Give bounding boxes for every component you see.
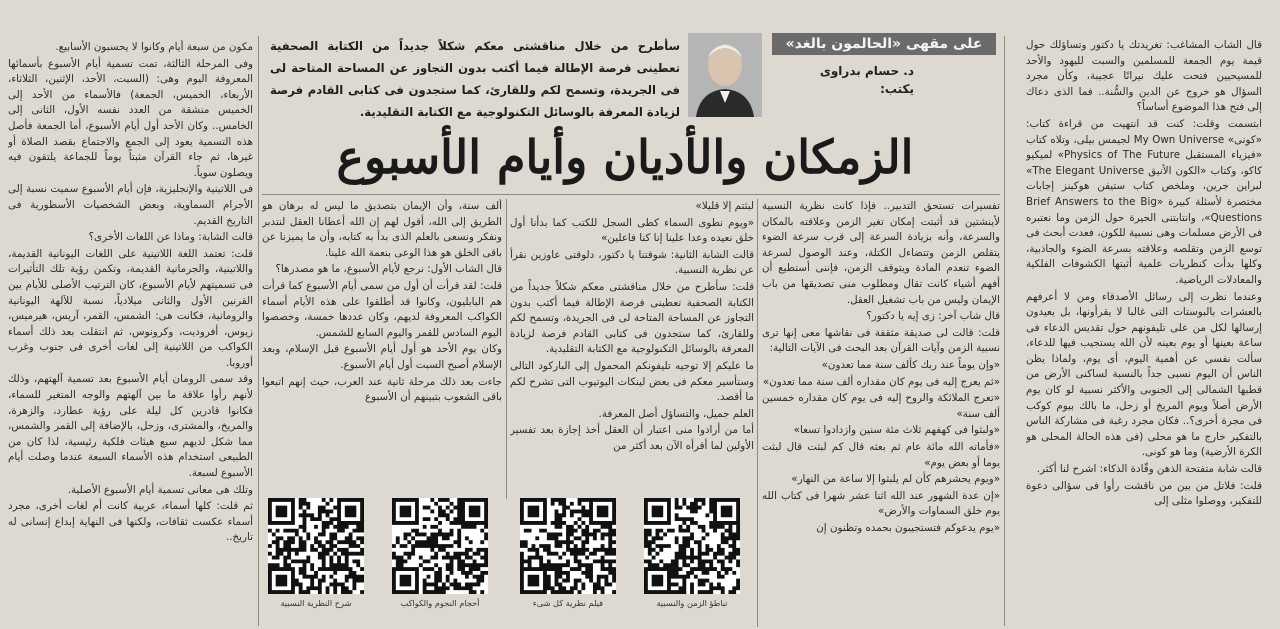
paragraph: قلت: تعتمد اللغة اللاتينية على اللغات اليونانية القديمة، واللاتينية، والجرمانية القديمة، وتكمن رؤية تلك التأثيرات فى تسميتهم لأيام الأسبوع، كان الترتيب الأصلى للأيام بين القرنين الأول والثانى ميلادياً، نسبة للآلهة اليونانية والرومانية، فكانت هى: الشمس، القمر، آريس، هيرميس، زيوس، أفروديت، وكرونوس، ثم انتقلت بعد ذلك أسماء الكواكب من اللاتينية إلى لغات أخرى فى جنوب وغرب أوروبا. [8, 247, 253, 369]
article-column-left [8, 40, 253, 629]
author-byline [774, 62, 914, 98]
article-body-column-1 [762, 199, 1000, 629]
paragraph: وكان يوم الأحد هو أول أيام الأسبوع قبل الإسلام، وبعد الإسلام أصبح السبت أول أيام الأسبوع. [262, 343, 502, 371]
paragraph: قال الشاب المشاغب: تغريدتك يا دكتور وتساؤلك حول قيمة يوم الجمعة للمسلمين والسبت لليهود والأحد للمسيحيين فتحت عليك نيرانًا عجيبة، وكأن مجرد السؤال هو خروج عن الدين والسُّنة.. فما الذى دعاك إلى فتح هذا الموضوع أساساً؟ [1026, 39, 1262, 114]
article-body-column-3 [262, 199, 502, 499]
paragraph: قلت: فلاتل من بين من ناقشت رأوا فى سؤالى دعوة للتفكير، ووصلوا مثلى إلى [1026, 479, 1262, 508]
paragraph: ألف سنة، وأن الإيمان بتصديق ما ليس له برهان هو الطريق إلى الله، أقول لهم إن الله أعطانا العقل لنتدبر ونفكر ونسعى بالعلم الذى بدأ به كتابه، وأن ما يميزنا عن باقى الخلق هو هذا الوعى بنعمة الله علينا. [262, 200, 502, 259]
paragraph: أما من أرادوا منى اعتبار أن العقل أخذ إجازة بعد تفسير الأولين لما أقرأه الآن بعد أكثر من [510, 424, 754, 452]
paragraph: وتلك هى معانى تسمية أيام الأسبوع الأصلية. [67, 483, 253, 496]
paragraph: مكون من سبعة أيام وكانوا لا يحسبون الأسابيع. [55, 41, 253, 53]
paragraph: ابتسمت وقلت: كنت قد انتهيت من قراءة كتاب: «كونى» My Own Universe لجيمس بيلى، وتلاه كتاب «فيزياء المستقبل Physics of The Future» لميكيو كاكو، وكتاب «الكون الأنيق The Elegant Universe» لبراين جرين، وملخص كتاب ستيفن هوكينز إجابات مختصرة لأسئلة كبيرة «Brief Answers to the Big Questions»، وانتابتنى الحيرة حول الزمن وما نعتبره فى الأرض مسلمات وهى نسبية للكون، فعدت أبحث فى توسع الزمن وتقلصه وعلاقته بسرعة الضوء والجاذبية، وكلها بدأت كنظريات علمية أثبتها الكشوفات الفلكية والمعادلات الرياضية. [1026, 117, 1262, 286]
qr-code[interactable] [644, 498, 740, 594]
series-kicker: على مقهى «الحالمون بالغد» [772, 33, 996, 55]
quote: «ويوم يحشرهم كأن لم يلبثوا إلا ساعة من النهار» [791, 473, 1000, 486]
quote: «وإن يوماً عند ربك كألف سنة مما تعدون» [821, 358, 1000, 371]
qr-code[interactable] [520, 498, 616, 594]
paragraph: ما عليكم إلا توجيه تليفونكم المحمول إلى الباركود التالى وستأسير معكم فى بعض لينكات اليوتيوب التى تشرح لكم ما أقصد. [510, 359, 754, 404]
article-body-column-2 [510, 199, 754, 499]
quote: «ثم يعرج إليه فى يوم كان مقداره ألف سنة مما تعدون» [762, 375, 1000, 388]
paragraph: لبثتم إلا قليلا» [695, 200, 754, 212]
quote: «فأماته الله مائة عام ثم بعثه قال كم لبثت قال لبثت يوما أو بعض يوم» [762, 440, 1000, 469]
paragraph: «ويوم نطوى السماء كطى السجل للكتب كما بدأنا أول خلق نعيده وعدا علينا إنا كنا فاعلين» [510, 216, 754, 245]
paragraph: قالت شابة متفتحة الذهن وقّادة الذكاء: اشرح لنا أكثر. [1036, 463, 1262, 476]
paragraph: وفى المرحلة الثالثة، تمت تسمية أيام الأسبوع بأسمائها المعروفة اليوم وهى: (السبت، الأحد، الإثنين، الثلاثاء، الأربعاء، الخميس، الجمعة) فالأسماء من الأحد إلى الخميس منشقة من العدد نفسه الأول، الثانى إلى الخامس.. وكان الأحد أول أيام الأسبوع، أما الجمعة فأصل هذه التسمية يعود إلى الجمع والاجتماع بقصد الصلاة أو غيرها، ثم جاء القرآن مثبتاً يوماً للجماعة يلتقون فيه ويصلون سوياً. [8, 57, 253, 179]
column-divider [1004, 36, 1005, 626]
paragraph: قلت: سأطرح من خلال مناقشتى معكم شكلاً جديداً من الكتابة الصحفية تعطينى فرصة الإطالة فيما أكتب بدون التجاوز عن المساحة المتاحة لى فى الجريدة، وتسمح لكم وللقارئ، كما ستجدون فى كتابى القادم فرصة لزيادة المعرفة بالوسائل التكنولوجية مع الكتابة التقليدية. [510, 280, 754, 356]
column-divider [757, 199, 758, 627]
paragraph: فى اللاتينية والإنجليزية، فإن أيام الأسبوع سميت نسبة إلى الأجرام السماوية، وبعض الشخصيات الأسطورية فى التاريخ القديم. [8, 183, 253, 227]
article-column-right [1026, 38, 1262, 629]
paragraph: تفسيرات تستحق التدبير.. فإذا كانت نظرية النسبية لأينشتين قد أثبتت إمكان تغير الزمن وعلاقته بالمكان والسرعة، وأنه بزيادة السرعة إلى قرب سرعة الضوء يتقلص الزمن وتتضاءل الكتلة، وعند الوصول لسرعة الضوء تنعدم المادة ويتوقف الزمن، فإننى أستطيع أن أفهم أشياء كانت تقال ومطلوب منى تصديقها من باب الإيمان وليس من باب تشغيل العقل. [762, 200, 1000, 306]
paragraph: وعندما نظرت إلى رسائل الأصدقاء ومن لا أعرفهم بالعشرات بالبوستات التى غالبا لا يقرأونها، بل يعيدون إرسالها لكل من على تليفونهم حول تقديس الدعاء فى ساعة بعينها أو يوم بعينه لأن الله يستجيب فيها للدعاء، سألت نفسى عن أهمية اليوم، أى يوم، ولماذا يظن الناس أن اليوم نسبى جداً بالنسبة لساكنى الأرض من قطبها الشمالى إلى الجنوبى والأكثر نسبية لو كان يوم الأرض أصلاً ويوم المريخ أو زحل، ما بالك بيوم كوكب فى مجرة أخرى؟.. فكان مجرد رغبة فى مشاركة الناس بالتفكير خارج ما هو محلى (فى هذه الحالة المحلى هو الكرة الأرضية) وما هو كونى. [1026, 290, 1262, 459]
author-name: د. حسام بدراوى [819, 64, 914, 78]
quote: «يوم يدعوكم فتستجيبون بحمده وتظنون إن [816, 521, 1000, 534]
column-divider [506, 199, 507, 499]
column-divider [258, 36, 259, 626]
quote: «إن عدة الشهور عند الله اثنا عشر شهرا فى كتاب الله يوم خلق السماوات والأرض» [762, 489, 1000, 518]
paragraph: قلت: لقد قرأت أن أول من سمى أيام الأسبوع كما قرأت هم البابليون، وكانوا قد أطلقوا على هذه الأيام أسماء الكواكب المعروفة لديهم، وكان عددها خمسة، وخصصوا اليوم السادس للقمر واليوم السابع للشمس. [262, 279, 502, 339]
quote: «تعرج الملائكة والروح إليه فى يوم كان مقداره خمسين ألف سنة» [762, 392, 1000, 420]
quote: «ولبثوا فى كهفهم ثلاث مئة سنين وازدادوا تسعا» [793, 424, 1000, 437]
paragraph: العلم جميل، والتساؤل أصل المعرفة. [598, 407, 754, 420]
author-photo [688, 33, 762, 117]
author-label: يكتب: [880, 82, 914, 96]
qr-caption: أحجام النجوم والكواكب [400, 598, 480, 608]
qr-caption: تباطؤ الزمن والنسبية [656, 598, 728, 608]
paragraph: قلت: قالت لى صديقة مثقفة فى نقاشها معى إنها ترى نسبية الزمن وآيات القرآن بعد البحث فى الآيات التالية: [762, 326, 1000, 355]
paragraph: قال الشاب الأول: نرجع لأيام الأسبوع، ما هو مصدرها؟ [275, 263, 502, 276]
article-headline: الزمكان والأديان وأيام الأسبوع [336, 130, 914, 184]
paragraph: وقد سمى الرومان أيام الأسبوع بعد تسمية آلهتهم، وذلك لأنهم رأوا علاقة ما بين آلهتهم والوجه المتغير للسماء، فكانوا قادرين كل ليلة على رؤية عطارد، والزهرة، والمريخ، والمشترى، وزحل، بالإضافة إلى القمر والشمس، مما شكل لديهم سبع هيئات فلكية رئيسية، لذا كان من الطبيعى استخدام هذه الأسماء السبعة عندما وصلت أيام الأسبوع لسبعة. [8, 373, 253, 480]
qr-caption: شرح النظرية النسبية [280, 598, 352, 608]
qr-caption: فيلم نظرية كل شىء [532, 598, 604, 608]
article-intro: سأطرح من خلال مناقشتى معكم شكلاً جديداً من الكتابة الصحفية تعطينى فرصة الإطالة فيما أكتب بدون التجاوز عن المساحة المتاحة لى فى الجريدة، وتسمح لكم وللقارئ، كما ستجدون فى كتابى القادم فرصة لزيادة المعرفة بالوسائل التكنولوجية مع الكتابة التقليدية. [270, 39, 680, 119]
paragraph: ثم قلت: كلها أسماء، عربية كانت أم لغات أخرى، مجرد أسماء عكست ثقافات، ولكنها فى النهاية إبداع إنسانى له تاريخ.. [8, 500, 253, 544]
paragraph: قالت الشابة: وماذا عن اللغات الأخرى؟ [88, 231, 253, 244]
qr-code[interactable] [392, 498, 488, 594]
paragraph: قالت الشابة الثانية: شوقتنا يا دكتور، دلوقتى عاوزين نقرأ عن نظرية النسبية. [510, 248, 754, 277]
headline-rule [262, 194, 1000, 195]
paragraph: جاءت بعد ذلك مرحلة ثانية عند العرب، حيث إنهم اتبعوا باقى الشعوب بتبينهم أن الأسبوع [262, 375, 502, 404]
paragraph: قال شاب آخر: زى إيه يا دكتور؟ [866, 310, 1000, 323]
qr-code[interactable] [268, 498, 364, 594]
